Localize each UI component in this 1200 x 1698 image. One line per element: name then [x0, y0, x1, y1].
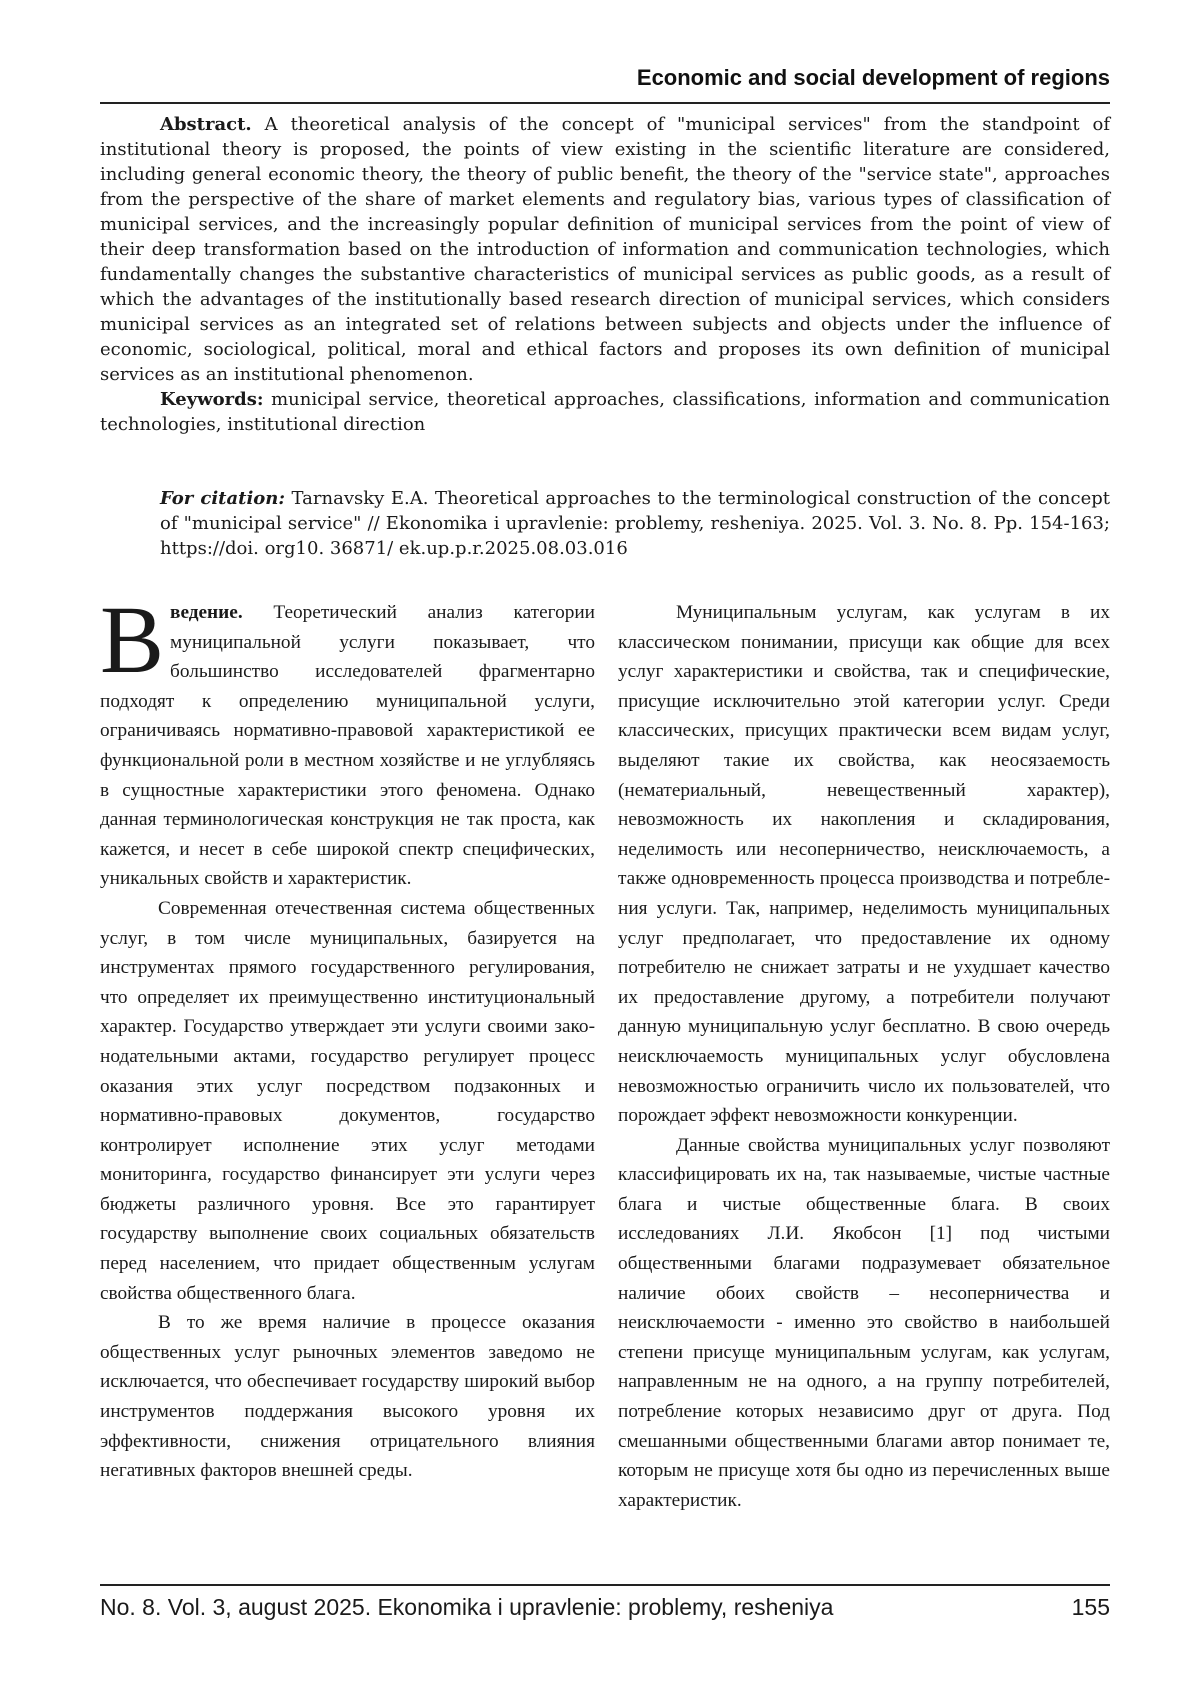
body-paragraph-3: В то же время наличие в процессе оказания общественных услуг рыночных элементов заведомо не исключается, что обеспечивает государству широкий выбор инструментов поддержания высокого уровня их эффективности, снижения отрицательного влияния негативных факторов внешней среды.	[100, 1312, 595, 1482]
body-paragraph-4: Муниципальным услугам, как услугам в их классическом понимании, присущи как общие для всех услуг характеристики и свойства, так и специфические, присущие исключительно этой категории услуг. Среди классических, присущих практически всем видам услуг, выделяют такие их свойства, как неосязаемость (нематериальный, невещественный характер), невозможность их накопления и складирования, неделимость или несоперничество, неисключаемость, а также одновременность процесса производства и потребления услуги. Так, например, неделимость муниципальных услуг предполагает, что предоставление их одному потребителю не снижает затраты и не ухудшает качество их предоставление другому, а потребители получают данную муниципальную услуг бесплатно. В свою очередь неисключаемость муниципальных услуг обусловлена невозможностью ограничить число их пользователей, что порождает эффект невозможности конкуренции.	[618, 602, 1110, 1127]
keywords-label: Keywords:	[160, 389, 264, 410]
body-paragraph-5: Данные свойства муниципальных услуг позволяют классифицировать их на, так называемые, чистые частные блага и чистые общественные блага. В своих исследованиях Л.И. Якобсон [1] под чистыми общественными благами подразумевает обязательное наличие обоих свойств – несоперничества и неисключаемости - именно это свойство в наибольшей степени присуще муниципальным услугам, как услугам, направленным не на одного, а на группу потребителей, потребление которых независимо друг от друга. Под смешанными общественными благами автор понимает те, которым не присуще хотя бы одно из перечисленных выше характеристик.	[618, 1134, 1110, 1511]
abstract-block	[100, 112, 1110, 437]
header-rule	[100, 102, 1110, 104]
citation-label: For citation:	[160, 488, 286, 509]
drop-cap: В	[100, 586, 165, 693]
abstract-label: Abstract.	[160, 114, 252, 135]
citation-paragraph	[160, 486, 1110, 561]
footer-page-number: 155	[1071, 1594, 1110, 1620]
intro-word: ведение.	[170, 602, 243, 623]
keywords-text: municipal service, theoretical approaches, classifications, information and communication technologies, institutional direction	[100, 389, 1110, 435]
citation-text: Tarnavsky E.A. Theoretical approaches to the terminological construction of the concept of "municipal service" // Ekonomika i upravlenie: problemy, resheniya. 2025. Vol. 3. No. 8. Pp. 154-163; https://doi. org10. 36871/ ek.up.p.r.2025.08.03.016	[160, 488, 1110, 559]
intro-text: Теоретический анализ категории муниципальной услуги показывает, что большинство исследователей фрагментарно подходят к определению муниципальной услуги, ограничиваясь нормативно-правовой характеристикой ее функциональной роли в местном хозяйстве и не углубляясь в сущностные характеристики этого феномена. Однако данная терминологическая конструкция не так проста, как кажется, и несет в себе широкой спектр специфических, уникальных свойств и характеристик.	[100, 602, 595, 890]
abstract-paragraph	[100, 112, 1110, 387]
footer-journal-issue: No. 8. Vol. 3, august 2025. Ekonomika i upravlenie: problemy, resheniya	[100, 1594, 834, 1620]
body-paragraph-2: Современная отечественная система общественных услуг, в том числе муниципальных, базируется на инструментах прямого государственного регулирования, что определяет их преимущественно институциональный характер. Государство утверждает эти услуги своими законодательными актами, государство регулирует процесс оказания этих услуг посредством подзаконных и нормативно-правовых документов, государство контролирует исполнение этих услуг методами мониторинга, государство финансирует эти услуги через бюджеты различного уровня. Все это гарантирует государству выполнение своих социальных обязательств перед населением, что придает общественным услугам свойства общественного блага.	[100, 897, 595, 1304]
citation-block	[160, 486, 1110, 561]
abstract-text: A theoretical analysis of the concept of "municipal services" from the standpoint of institutional theory is proposed, the points of view existing in the scientific literature are considered, including general economic theory, the theory of public benefit, the theory of the "service state", approaches from the perspective of the share of market elements and regulatory bias, various types of classification of municipal services, and the increasingly popular definition of municipal services from the point of view of their deep transformation based on the introduction of information and communication technologies, which fundamentally changes the substantive characteristics of municipal services as public goods, as a result of which the advantages of the institutionally based research direction of municipal services, which considers municipal services as an integrated set of relations between subjects and objects under the influence of economic, sociological, political, moral and ethical factors and proposes its own definition of municipal services as an institutional phenomenon.	[100, 114, 1110, 385]
running-head: Economic and social development of regions	[636, 65, 1110, 90]
body-column-left	[100, 586, 595, 1486]
keywords-paragraph	[100, 387, 1110, 437]
body-column-right	[618, 598, 1110, 1515]
footer-rule	[100, 1584, 1110, 1586]
intro-paragraph	[100, 586, 595, 894]
